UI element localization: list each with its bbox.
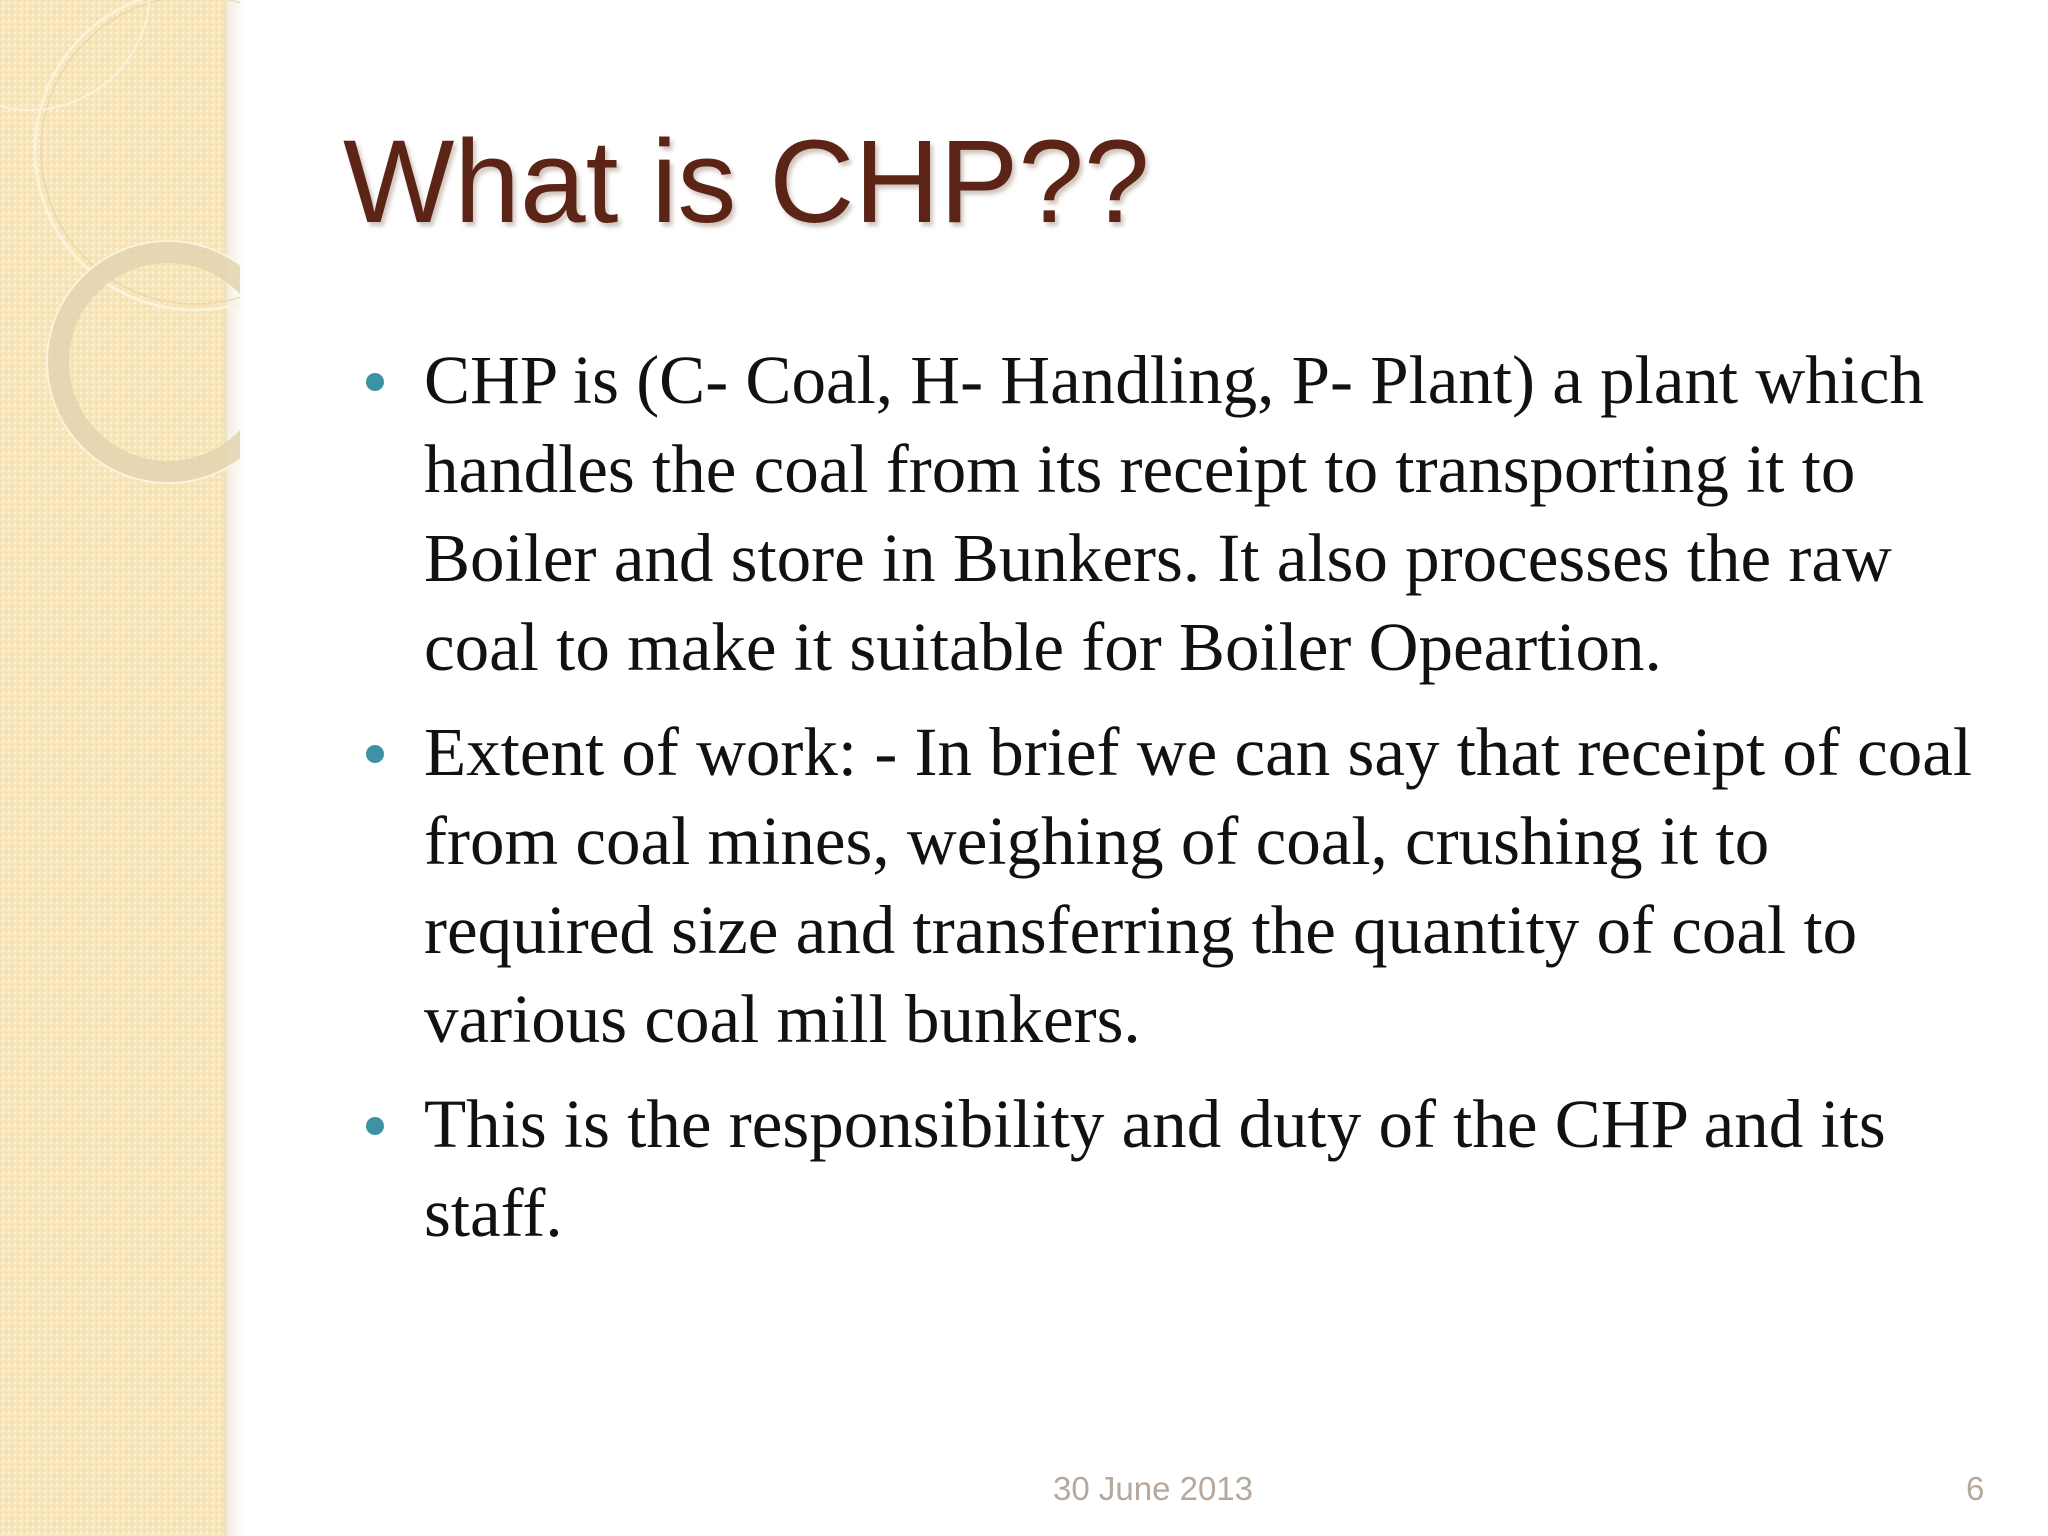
bullet-list xyxy=(362,336,2002,1274)
bullet-marker-icon xyxy=(366,1117,384,1135)
bullet-text: Extent of work: - In brief we can say that receipt of coal from coal mines, weighing of coal, crushing it to required size and transferring the quantity of coal to various coal mill bunkers. xyxy=(424,714,1973,1057)
medium-ring-highlight xyxy=(47,241,240,483)
decorative-rings xyxy=(0,0,240,520)
bullet-marker-icon xyxy=(366,373,384,391)
slide-number: 6 xyxy=(1966,1470,1985,1507)
medium-ring xyxy=(58,252,240,472)
bullet-item xyxy=(362,1080,2002,1258)
small-ring xyxy=(0,0,150,110)
bullet-text: This is the responsibility and duty of the CHP and its staff. xyxy=(424,1086,1886,1251)
bullet-item xyxy=(362,708,2002,1064)
slide-title: What is CHP?? xyxy=(343,116,1150,248)
bullet-marker-icon xyxy=(366,745,384,763)
footer-date: 30 June 2013 xyxy=(1053,1470,1254,1507)
bullet-item xyxy=(362,336,2002,692)
bullet-text: CHP is (C- Coal, H- Handling, P- Plant) a plant which handles the coal from its receipt to transporting it to Boiler and store in Bunkers. It also processes the raw coal to make it suitable for Boiler Opeartion. xyxy=(424,342,1924,685)
